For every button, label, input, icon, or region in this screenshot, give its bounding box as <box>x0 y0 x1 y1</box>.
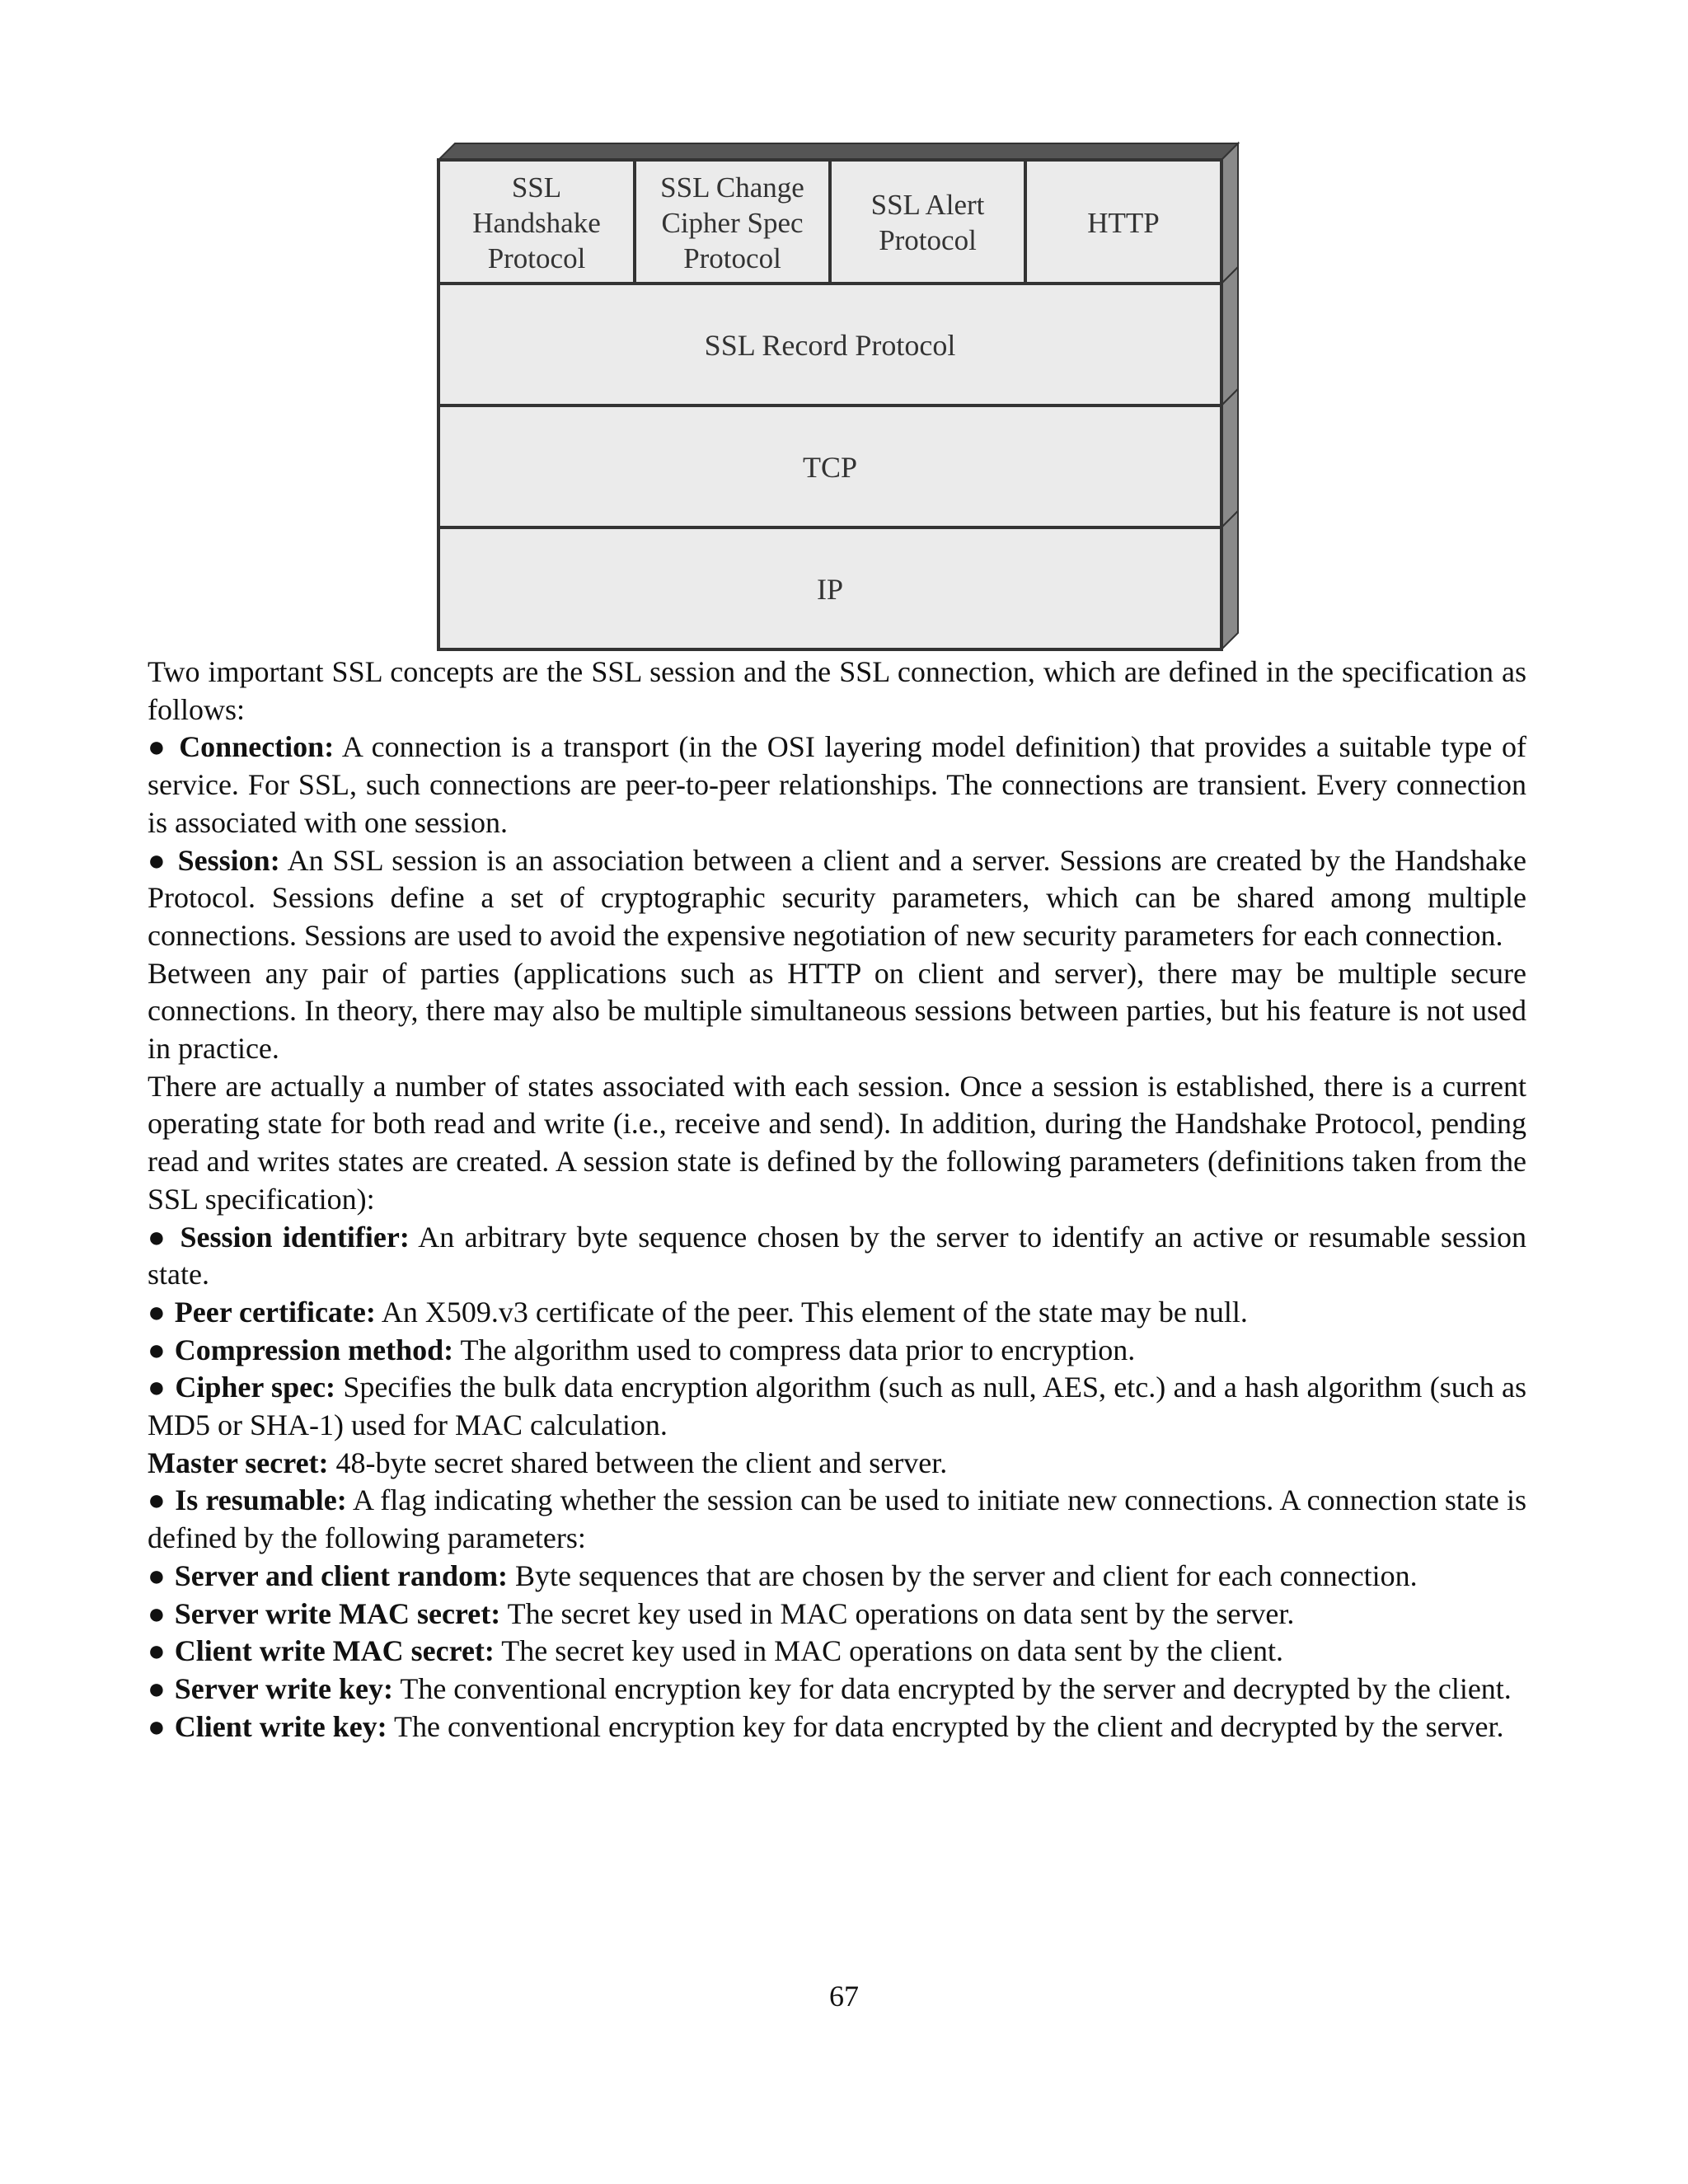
session-identifier-item <box>148 1219 1526 1294</box>
ssl-protocol-stack-diagram <box>438 142 1241 651</box>
bullet: ● <box>148 1671 166 1705</box>
term: Is resumable: <box>175 1483 347 1517</box>
client-write-key-item <box>148 1708 1526 1746</box>
intro-paragraph: Two important SSL concepts are the SSL session and the SSL connection, which are defined in the specification as follows: <box>148 655 1526 726</box>
diagram-top-face <box>438 143 1238 160</box>
http-cell: HTTP <box>1087 206 1160 239</box>
term: Session: <box>177 843 280 877</box>
definition: The secret key used in MAC operations on data sent by the client. <box>501 1634 1284 1668</box>
term: Peer certificate: <box>174 1295 376 1329</box>
compression-method-item <box>148 1332 1526 1370</box>
definition: 48-byte secret shared between the client and server. <box>335 1446 948 1479</box>
term: Master secret: <box>148 1446 329 1479</box>
definition: The secret key used in MAC operations on data sent by the server. <box>507 1596 1295 1630</box>
diagram-side-face-ip <box>1221 511 1238 649</box>
definition: The conventional encryption key for data encrypted by the client and decrypted by the server. <box>394 1709 1504 1743</box>
bullet: ● <box>148 1558 166 1592</box>
term: Server write MAC secret: <box>174 1596 501 1630</box>
pairs-paragraph: Between any pair of parties (applications such as HTTP on client and server), there may be multiple secure connections. In theory, there may also be multiple simultaneous sessions between parties, but his feature is not used in practice. <box>148 956 1526 1066</box>
client-write-mac-item <box>148 1633 1526 1671</box>
bullet: ● <box>148 1709 166 1743</box>
definition: Specifies the bulk data encryption algorithm (such as null, AES, etc.) and a hash algorithm (such as MD5 or SHA-1) used for MAC calculation. <box>148 1371 1527 1442</box>
page-number: 67 <box>829 1980 859 2013</box>
bullet: ● <box>148 1483 166 1517</box>
cipher-spec-item <box>148 1369 1526 1444</box>
diagram-side-face-record <box>1221 267 1238 405</box>
term: Client write key: <box>174 1709 387 1743</box>
tcp-layer: TCP <box>802 451 858 484</box>
definition: An arbitrary byte sequence chosen by the server to identify an active or resumable session state. <box>148 1220 1527 1291</box>
master-secret-item <box>148 1445 1526 1483</box>
term: Connection: <box>179 730 335 764</box>
term: Compression method: <box>174 1333 454 1366</box>
bullet: ● <box>148 1333 166 1366</box>
definition: A connection is a transport (in the OSI layering model definition) that provides a suitable type of service. For SSL, such connections are peer-to-peer relationships. The connections are transient. Every connection is associated with one session. <box>148 730 1527 839</box>
definition: The conventional encryption key for data encrypted by the server and decrypted by the client. <box>400 1671 1512 1705</box>
server-client-random-item <box>148 1558 1526 1596</box>
server-write-mac-item <box>148 1596 1526 1633</box>
server-write-key-item <box>148 1671 1526 1708</box>
term: Server and client random: <box>174 1558 509 1592</box>
term: Client write MAC secret: <box>174 1634 495 1668</box>
bullet: ● <box>148 1220 169 1254</box>
ip-layer: IP <box>816 573 843 606</box>
connection-item <box>148 729 1526 841</box>
ssl-record-protocol-layer: SSL Record Protocol <box>704 329 956 362</box>
bullet: ● <box>148 1596 166 1630</box>
definition: An SSL session is an association between a client and a server. Sessions are created by the Handshake Protocol. Sessions define a set of cryptographic security parameters, which can be shared among multiple connections. Sessions are used to avoid the expensive negotiation of new security parameters for each connection. <box>148 843 1527 952</box>
peer-certificate-item <box>148 1294 1526 1332</box>
diagram-side-face-top-row <box>1221 143 1238 284</box>
ssl-handshake-protocol-cell: SSL Handshake Protocol <box>472 171 601 274</box>
bullet: ● <box>148 1295 166 1329</box>
states-paragraph: There are actually a number of states associated with each session. Once a session is established, there is a current operating state for both read and write (i.e., receive and send). In addition, during the Handshake Protocol, pending read and writes states are created. A session state is defined by the following parameters (definitions taken from the SSL specification): <box>148 1069 1526 1216</box>
diagram-side-face-tcp <box>1221 389 1238 527</box>
session-item <box>148 842 1526 955</box>
bullet: ● <box>148 843 167 877</box>
bullet: ● <box>148 1371 166 1404</box>
definition: A flag indicating whether the session can be used to initiate new connections. A connection state is defined by the following parameters: <box>148 1483 1527 1555</box>
ssl-alert-protocol-cell: SSL Alert Protocol <box>870 189 985 256</box>
ssl-change-cipher-spec-cell: SSL Change Cipher Spec Protocol <box>660 171 804 274</box>
definition: An X509.v3 certificate of the peer. This element of the state may be null. <box>381 1295 1248 1329</box>
bullet: ● <box>148 1634 166 1668</box>
bullet: ● <box>148 730 168 764</box>
is-resumable-item <box>148 1482 1526 1557</box>
term: Cipher spec: <box>175 1371 336 1404</box>
page-body <box>148 654 1526 1746</box>
definition: The algorithm used to compress data prior to encryption. <box>460 1333 1136 1366</box>
term: Session identifier: <box>180 1220 410 1254</box>
term: Server write key: <box>174 1671 393 1705</box>
definition: Byte sequences that are chosen by the server and client for each connection. <box>515 1558 1418 1592</box>
